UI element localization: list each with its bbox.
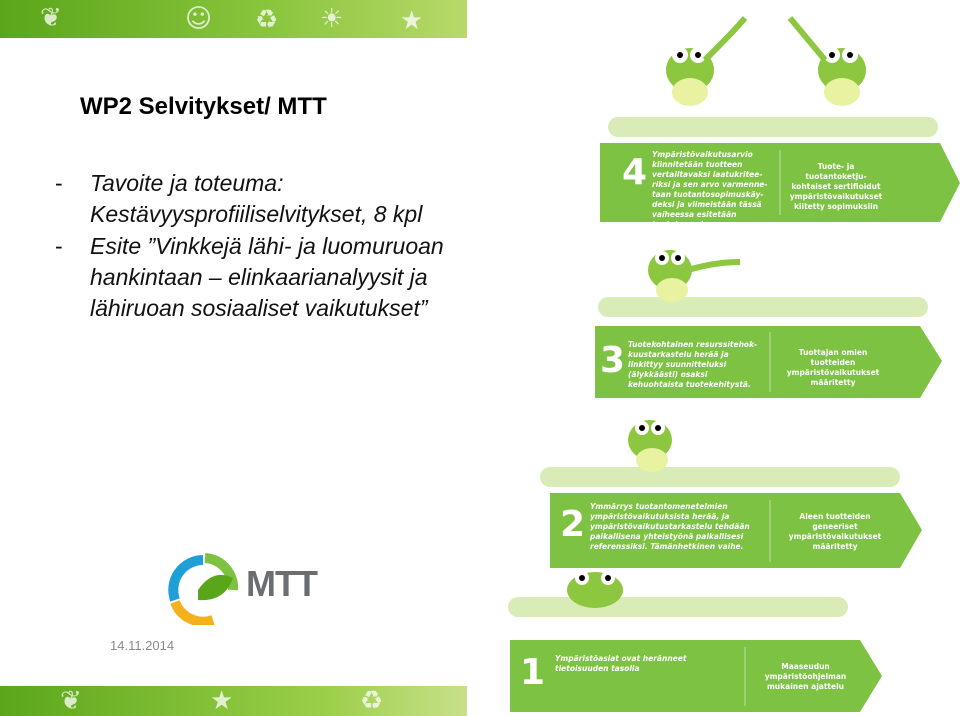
stage-4-number: 4 <box>622 152 648 193</box>
logo-text: MTT <box>246 563 317 604</box>
leaf-icon: ❦ <box>40 3 62 33</box>
leaf-icon: ❦ <box>60 686 82 716</box>
stage-4-side: Tuote- ja tuotantoketju-kohtaiset sertifioidut ympäristövaikutukset kiitetty sopimuksiin <box>789 162 883 211</box>
stage-3-number: 3 <box>600 340 626 381</box>
sun-icon: ☀ <box>320 4 344 34</box>
stage-2-text: Ymmärrys tuotantomenetelmien ympäristövaikutuksista herää, ja ympäristövaikutustarkastelu tehdään paikallisena yhteistyönä paikallisesi referenssiksi. Tämänhetkinen vaihe. <box>590 502 750 551</box>
stage-3-text: Tuotekohtainen resurssitehok-kuustarkastelu herää ja linkittyy suunnitteluksi (älykkäästi) osaksi kehuohtaista tuotekehitystä. <box>628 340 758 389</box>
stage-2-number: 2 <box>560 504 586 545</box>
star-icon: ★ <box>210 686 234 716</box>
stage-4-text: Ympäristövaikutusarvio kiinnitetään tuotteen vertailtavaksi laatukritee-riksi ja sen arvo varmenne-taan tuotantosopimuskäy-deksi ja viimeistään tässä vaiheessa esitetään tuotekuvauksessa. <box>652 150 768 229</box>
stage-1-number: 1 <box>520 652 546 693</box>
recycle-icon: ♻ <box>255 5 279 35</box>
frog-icon <box>567 571 623 608</box>
bottom-banner <box>0 686 467 716</box>
star-icon: ★ <box>400 6 424 36</box>
frog-icon <box>666 18 745 106</box>
stage-1-side: Maaseudun ympäristöohjelman mukainen ajattelu <box>764 662 847 691</box>
stage-3-side: Tuottajan omien tuotteiden ympäristövaikutukset määritetty <box>786 348 880 387</box>
frog-icon <box>648 250 740 302</box>
slide-date: 14.11.2014 <box>110 638 175 653</box>
infographic <box>500 0 960 716</box>
bullet-item: - Esite ”Vinkkejä lähi- ja luomuruoan hankintaan – elinkaarianalyysit ja lähiruoan sosiaaliset vaikutukset” <box>55 233 444 321</box>
frog-icon <box>628 420 672 472</box>
slide-title: WP2 Selvitykset/ MTT <box>80 93 327 120</box>
smiley-icon: ☺ <box>185 4 213 34</box>
bullet-item: - Tavoite ja toteuma: Kestävyysprofiiliselvitykset, 8 kpl <box>55 170 423 227</box>
frog-icon <box>790 18 866 106</box>
stage-1-text: Ympäristöasiat ovat heränneet tietoisuuden tasolla <box>555 654 687 673</box>
stage-2-side: Aleen tuotteiden geneeriset ympäristövaikutukset määritetty <box>788 512 882 551</box>
top-banner <box>0 0 467 38</box>
bullet-list <box>55 168 475 325</box>
recycle-icon: ♻ <box>360 686 384 716</box>
